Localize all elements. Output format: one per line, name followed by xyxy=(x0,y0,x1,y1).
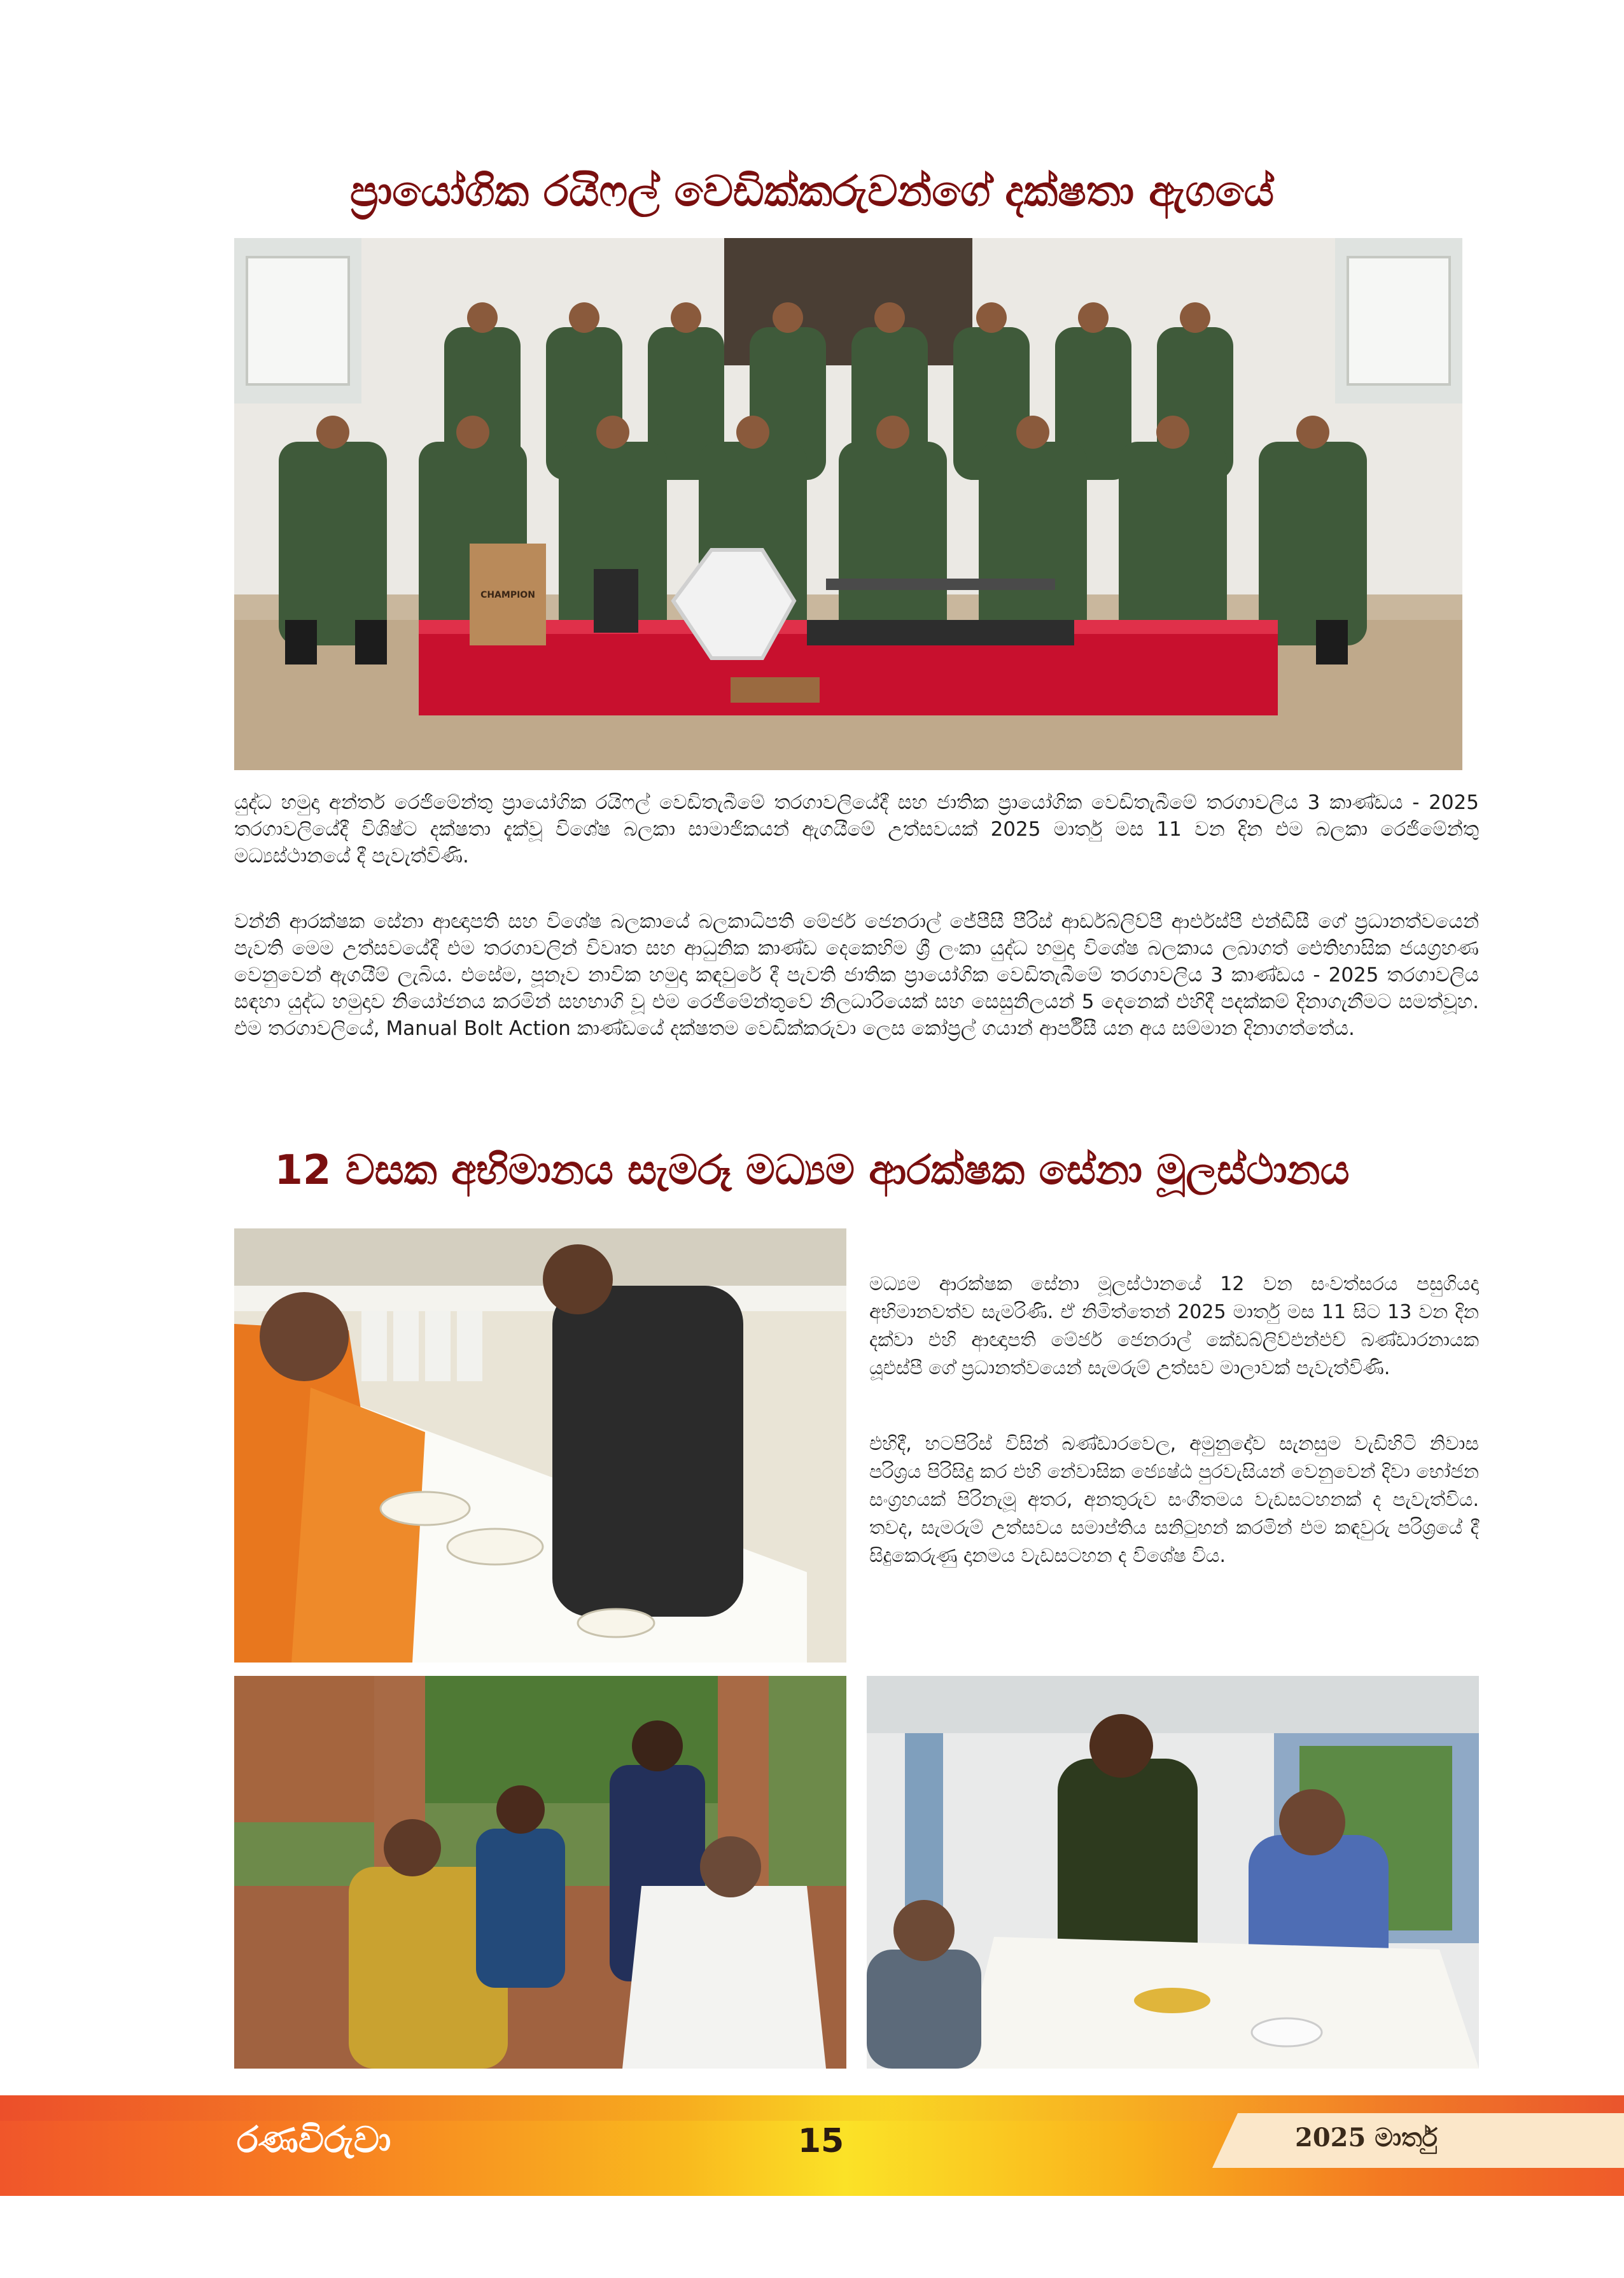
issue-date: 2025 මාර්තු xyxy=(1295,2123,1438,2153)
article2-paragraph-1: මධ්‍යම ආරක්ෂක සේනා මූලස්ථානයේ 12 වන සංවත්සරය පසුගියදා අභිමානවත්ව සැමරිණි. ඒ නිමිත්තෙන් 2025 මාර්තු මස 11 සිට 13 වන දින දක්වා එහි ආඥාපති මේජර් ජෙනරාල් කේඩබ්ලිව්එන්එච් බණ්ඩාරනායක යූඑස්පී ගේ ප්‍රධානත්වයෙන් සැමරුම් උත්සව මාලාවක් පැවැත්විණි. xyxy=(869,1273,1479,1379)
article1-headline: ප්‍රායෝගික රයිෆල් වෙඩික්කරුවන්ගේ දක්ෂතා ඇගයේ xyxy=(349,167,1275,216)
article2-headline: 12 වසක අභිමානය සැමරූ මධ්‍යම ආරක්ෂක සේනා මූලස්ථානය xyxy=(274,1147,1350,1194)
article2-paragraph-2: එහිදී, හටපිරිස් විසින් බණ්ඩාරවෙල, අමුනුදෝව සැනසුම වැඩිහිටි නිවාස පරිශ්‍රය පිරිසිදු කර එහි නේවාසික ජ්‍යෙෂ්ඨ පුරවැසියන් වෙනුවෙන් දිවා භෝජන සංග්‍රහයක් පිරිනැමූ අතර, අනතුරුව සංගීතමය වැඩසටහනක් ද පැවැත්විය. තවද, සැමරුම් උත්සවය සමාප්තිය සනිටුහන් කරමින් එම කඳවුරු පරිශ්‍රයේ දී සිදුකෙරුණු දානමය වැඩසටහන ද විශේෂ විය. xyxy=(869,1433,1479,1567)
article1-paragraph-1: යුද්ධ හමුදා අන්තර් රෙජිමේන්තු ප්‍රායෝගික රයිෆල් වෙඩිතැබීමේ තරගාවලියේදී සහ ජාතික ප්‍රායෝගික වෙඩිතැබීමේ තරගාවලිය 3 කාණ්ඩය - 2025 තරගාවලියේදී විශිෂ්ට දක්ෂතා දැක්වූ විශේෂ බලකා සාමාජිකයන් ඇගයීමේ උත්සවයක් 2025 මාර්තු මස 11 වන දින එම බලකා රෙජිමේන්තු මධ්‍යස්ථානයේ දී පැවැත්විණි. xyxy=(234,791,1479,868)
alms-giving-photo xyxy=(234,1228,846,1663)
elder-grooming-photo xyxy=(234,1676,846,2069)
trophy-plaque-text: CHAMPION xyxy=(480,590,535,600)
article1-paragraph-2: වන්නි ආරක්ෂක සේනා ආඥාපති සහ විශේෂ බලකායේ බලකාධිපති මේජර් ජෙනරාල් ජේපීසී පීරිස් ආර්ඩබ්ලිව්පී ආර්එස්පී එන්ඩීසී ගේ ප්‍රධානත්වයෙන් පැවති මෙම උත්සවයේදී එම තරගාවලින් විවෘත සහ ආධුනික කාණ්ඩ දෙකෙහිම ශ්‍රී ලංකා යුද්ධ හමුදා විශේෂ බලකාය ලබාගත් ඓතිහාසික ජයග්‍රහණ වෙනුවෙන් ඇගයීම් ලැබිය. එසේම, පූනෑව නාවික හමුදා කඳවුරේ දී පැවති ජාතික ප්‍රායෝගික වෙඩිතැබීමේ තරගාවලිය 3 කාණ්ඩය - 2025 තරගාවලිය සඳහා යුද්ධ හමුදාව නියෝජනය කරමින් සහභාගි වූ එම රෙජිමේන්තුවේ නිලධාරියෙක් සහ සෙසුනිලයන් 5 දෙනෙක් එහිදී පදක්කම් දිනාගැනීමට සමත්වූහ. එම තරගාවලියේ, Manual Bolt Action කාණ්ඩයේ දක්ෂතම වෙඩික්කරුවා ලෙස කෝප්‍රල් ගයාන් ආර්පීසී යන අය සම්මාන දිනාගත්තේය. xyxy=(234,910,1479,1040)
magazine-name: රණවිරුවා xyxy=(237,2120,391,2161)
page-number: 15 xyxy=(797,2122,844,2160)
elder-meal-photo xyxy=(867,1676,1479,2069)
shooters-group-photo xyxy=(234,238,1462,770)
